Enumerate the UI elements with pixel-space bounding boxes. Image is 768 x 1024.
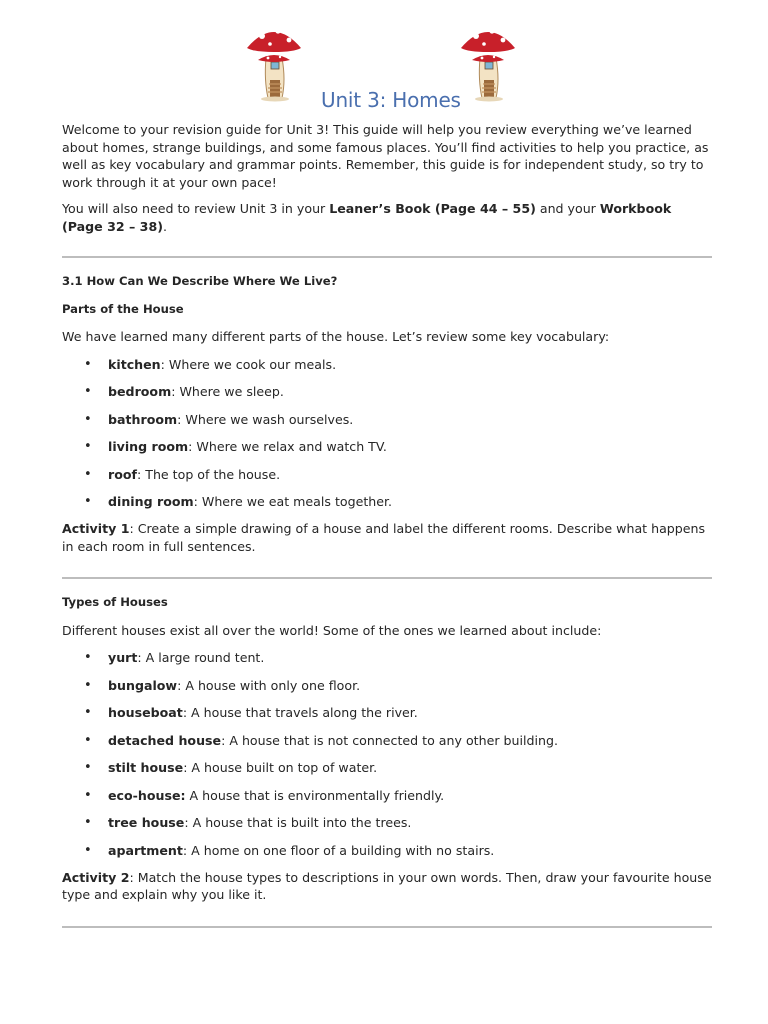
guide-content [62,121,712,928]
vocab-term: apartment [108,842,183,858]
house-types-list [62,649,712,869]
vocab-definition: : A house with only one floor. [177,677,361,693]
section-divider [62,926,712,928]
vocab-term: tree house [108,815,185,830]
activity-1-text: : Create a simple drawing of a house and label the different rooms. Describe what happens in each room in full sentences. [62,521,706,554]
section-3-1-heading: 3.1 How Can We Describe Where We Live? [62,274,338,288]
vocab-definition: : A home on one floor of a building with no stairs. [182,842,495,858]
vocab-term: stilt house [108,760,184,775]
vocab-term: bedroom [108,384,172,399]
vocab-definition: : A house that is not connected to any other building. [221,732,558,748]
vocab-definition: : The top of the house. [137,466,281,482]
list-item [62,383,712,411]
parts-list [62,356,712,521]
list-item [62,411,712,439]
workbook-ref: Workbook (Page 32 – 38) [62,201,672,234]
types-of-houses-heading: Types of Houses [62,595,168,609]
parts-intro: We have learned many different parts of the house. Let’s review some key vocabulary: [62,329,610,344]
learners-book-ref: Leaner’s Book (Page 44 – 55) [329,201,536,216]
activity-2 [62,869,712,904]
list-item [62,842,712,869]
vocab-term: roof [108,466,137,482]
vocab-definition: : A house built on top of water. [183,760,378,775]
vocab-term: kitchen [108,356,161,372]
activity-1 [62,520,712,555]
list-item [62,759,712,787]
section-divider [62,577,712,579]
vocab-definition: : Where we eat meals together. [193,494,393,509]
activity-2-text: : Match the house types to descriptions in your own words. Then, draw your favourite house type and explain why you like it. [62,869,712,902]
vocab-term: eco-house: [108,787,186,803]
vocab-definition: A house that is environmentally friendly. [185,787,445,803]
activity-1-label: Activity 1 [62,521,130,536]
vocab-definition: : Where we cook our meals. [160,356,337,372]
review-books-line [62,200,712,235]
review-end: . [162,218,167,234]
vocab-definition: : A house that is built into the trees. [184,815,412,830]
list-item [62,677,712,705]
vocab-term: dining room [108,494,194,509]
mushroom-house-icon [458,22,518,102]
vocab-term: bungalow [108,677,178,693]
types-intro: Different houses exist all over the world! Some of the ones we learned about include: [62,622,602,638]
vocab-term: yurt [108,650,138,665]
review-mid: and your [535,201,600,216]
vocab-definition: : A large round tent. [137,650,265,665]
list-item [62,704,712,732]
vocab-definition: : A house that travels along the river. [182,705,418,720]
vocab-definition: : Where we sleep. [171,384,284,399]
list-item [62,649,712,677]
vocab-definition: : Where we wash ourselves. [177,411,354,427]
list-item [62,356,712,384]
list-item [62,787,712,815]
list-item [62,732,712,760]
vocab-term: bathroom [108,411,178,427]
page-header [0,22,768,112]
vocab-term: houseboat [108,705,183,720]
parts-of-house-heading: Parts of the House [62,301,184,316]
review-prefix: You will also need to review Unit 3 in your [62,201,330,216]
list-item [62,438,712,466]
mushroom-house-icon [244,22,304,102]
intro-paragraph: Welcome to your revision guide for Unit 3! This guide will help you review everything we’ve learned about homes, strange buildings, and some famous places. You’ll find activities to help you practice, as well as key vocabulary and grammar points. Remember, this guide is for independent study, so try to work through it at your own pace! [62,122,709,190]
list-item [62,466,712,494]
activity-2-label: Activity 2 [62,869,130,885]
vocab-term: detached house [108,732,222,748]
list-item [62,493,712,520]
page-title: Unit 3: Homes [321,88,461,112]
vocab-definition: : Where we relax and watch TV. [188,439,387,454]
vocab-term: living room [108,439,189,454]
list-item [62,814,712,842]
section-divider [62,256,712,258]
